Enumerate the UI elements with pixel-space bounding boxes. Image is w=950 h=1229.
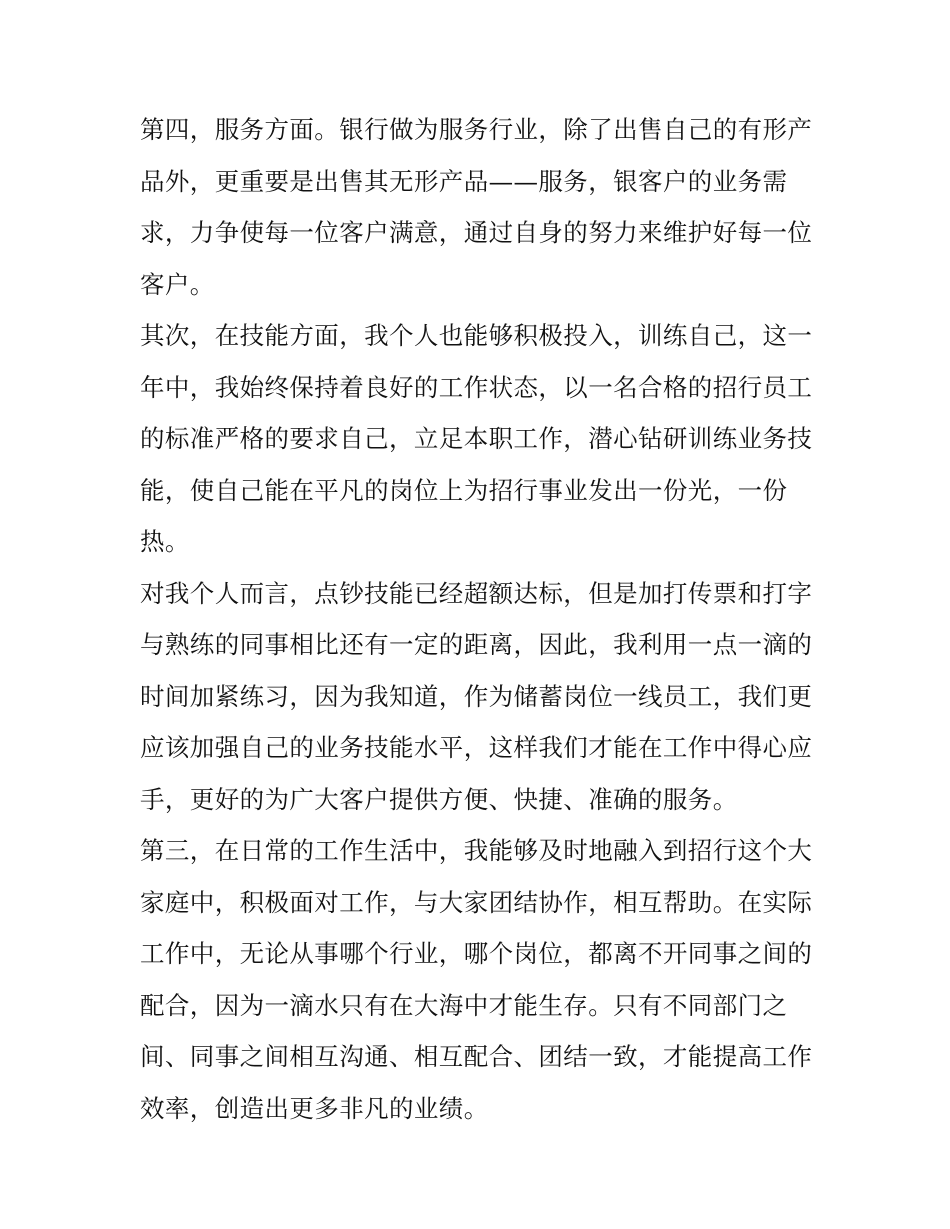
text-line: 工作中，无论从事哪个行业，哪个岗位，都离不开同事之间的 xyxy=(140,939,813,968)
text-line: 客户。 xyxy=(140,269,215,299)
text-line: 手，更好的为广大客户提供方便、快捷、准确的服务。 xyxy=(140,784,738,814)
text-line: 热。 xyxy=(140,527,190,556)
text-line: 间、同事之间相互沟通、相互配合、团结一致，才能提高工作 xyxy=(140,1042,813,1071)
text-line: 求，力争使每一位客户满意，通过自身的努力来维护好每一位 xyxy=(140,218,813,247)
text-line: 品外，更重要是出售其无形产品——服务，银客户的业务需 xyxy=(140,166,788,196)
text-line: 对我个人而言，点钞技能已经超额达标，但是加打传票和打字 xyxy=(140,578,813,608)
text-line: 第四，服务方面。银行做为服务行业，除了出售自己的有形产 xyxy=(140,115,813,144)
document-body xyxy=(140,104,820,1134)
text-line: 效率，创造出更多非凡的业绩。 xyxy=(140,1093,489,1123)
text-line: 第三，在日常的工作生活中，我能够及时地融入到招行这个大 xyxy=(140,836,813,865)
text-line: 的标准严格的要求自己，立足本职工作，潜心钻研训练业务技 xyxy=(140,424,813,453)
text-line: 应该加强自己的业务技能水平，这样我们才能在工作中得心应 xyxy=(140,733,813,762)
text-line: 年中，我始终保持着良好的工作状态，以一名合格的招行员工 xyxy=(140,372,813,402)
text-line: 其次，在技能方面，我个人也能够积极投入，训练自己，这一 xyxy=(140,321,813,350)
text-line: 时间加紧练习，因为我知道，作为储蓄岗位一线员工，我们更 xyxy=(140,681,813,711)
text-line: 与熟练的同事相比还有一定的距离，因此，我利用一点一滴的 xyxy=(140,630,813,659)
text-line: 家庭中，积极面对工作，与大家团结协作，相互帮助。在实际 xyxy=(140,887,813,917)
text-line: 配合，因为一滴水只有在大海中才能生存。只有不同部门之 xyxy=(140,990,788,1020)
text-line: 能，使自己能在平凡的岗位上为招行事业发出一份光，一份 xyxy=(140,475,788,505)
